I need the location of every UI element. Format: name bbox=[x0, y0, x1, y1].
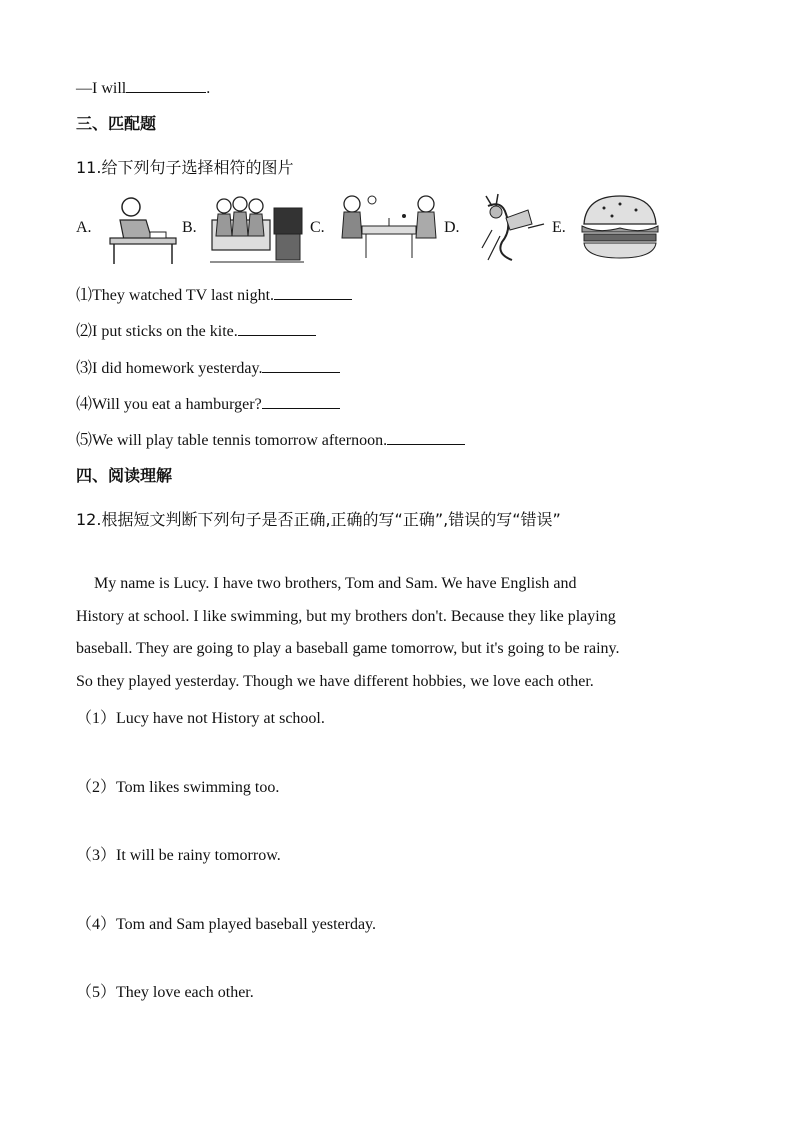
answer-line bbox=[76, 78, 210, 98]
judgement-statement bbox=[76, 705, 325, 728]
statement-number: （1） bbox=[76, 710, 117, 727]
passage-line: History at school. I like swimming, but my brothers don't. Because they like playing bbox=[76, 607, 616, 625]
judgement-statement bbox=[76, 979, 254, 1002]
answer-suffix: . bbox=[206, 80, 211, 97]
sentence-text: We will play table tennis tomorrow afternoon. bbox=[92, 432, 388, 449]
answer-prefix: —I will bbox=[76, 80, 127, 97]
option-label-a: A. bbox=[76, 219, 92, 236]
option-label-b: B. bbox=[182, 219, 197, 236]
sentence-text: I did homework yesterday. bbox=[92, 360, 263, 377]
statement-number: （2） bbox=[76, 779, 117, 796]
statement-text: It will be rainy tomorrow. bbox=[116, 847, 281, 864]
answer-blank[interactable] bbox=[238, 321, 316, 336]
matching-sentence bbox=[76, 282, 352, 305]
statement-text: Tom likes swimming too. bbox=[116, 779, 280, 796]
matching-sentence bbox=[76, 391, 340, 414]
sentence-number: ⑸ bbox=[76, 432, 93, 449]
statement-number: （3） bbox=[76, 847, 117, 864]
sentence-text: They watched TV last night. bbox=[92, 287, 275, 304]
passage-line: baseball. They are going to play a baseball game tomorrow, but it's going to be rainy. bbox=[76, 640, 620, 657]
option-label-d: D. bbox=[444, 219, 460, 236]
question-12-title: 12.根据短文判断下列句子是否正确,正确的写“正确”,错误的写“错误” bbox=[76, 510, 561, 529]
hamburger-icon bbox=[578, 190, 662, 266]
sentence-text: I put sticks on the kite. bbox=[92, 323, 238, 340]
picture-options-row bbox=[76, 190, 676, 266]
sentence-number: ⑴ bbox=[76, 287, 93, 304]
statement-number: （5） bbox=[76, 984, 117, 1001]
passage-line: So they played yesterday. Though we have different hobbies, we love each other. bbox=[76, 672, 594, 690]
judgement-statement bbox=[76, 842, 281, 865]
section-title-matching: 三、匹配题 bbox=[76, 114, 157, 133]
family-watching-tv-icon bbox=[208, 190, 306, 266]
judgement-statement bbox=[76, 774, 279, 797]
sentence-number: ⑷ bbox=[76, 396, 93, 413]
passage-text: My name is Lucy. I have two brothers, Tom and Sam. We have English and bbox=[94, 575, 577, 592]
sentence-number: ⑶ bbox=[76, 360, 93, 377]
reading-passage bbox=[76, 568, 716, 698]
answer-blank[interactable] bbox=[262, 358, 340, 373]
answer-blank[interactable] bbox=[274, 285, 352, 300]
answer-blank[interactable] bbox=[387, 430, 465, 445]
statement-text: Tom and Sam played baseball yesterday. bbox=[116, 916, 376, 933]
statement-text: Lucy have not History at school. bbox=[116, 710, 325, 727]
statement-text: They love each other. bbox=[116, 984, 254, 1001]
question-11-title: 11.给下列句子选择相符的图片 bbox=[76, 158, 294, 177]
section-title-reading: 四、阅读理解 bbox=[76, 466, 173, 485]
kids-playing-table-tennis-icon bbox=[334, 190, 444, 266]
judgement-statement bbox=[76, 911, 376, 934]
passage-line bbox=[76, 568, 716, 601]
option-label-c: C. bbox=[310, 219, 325, 236]
sentence-text: Will you eat a hamburger? bbox=[92, 396, 262, 413]
dragon-kite-icon bbox=[472, 190, 548, 266]
answer-blank[interactable] bbox=[262, 394, 340, 409]
statement-number: （4） bbox=[76, 916, 117, 933]
matching-sentence bbox=[76, 318, 316, 341]
option-label-e: E. bbox=[552, 219, 566, 236]
matching-sentence bbox=[76, 427, 465, 450]
sentence-number: ⑵ bbox=[76, 323, 93, 340]
matching-sentence bbox=[76, 355, 340, 378]
person-writing-at-desk-icon bbox=[102, 190, 182, 266]
answer-blank[interactable] bbox=[126, 78, 206, 93]
